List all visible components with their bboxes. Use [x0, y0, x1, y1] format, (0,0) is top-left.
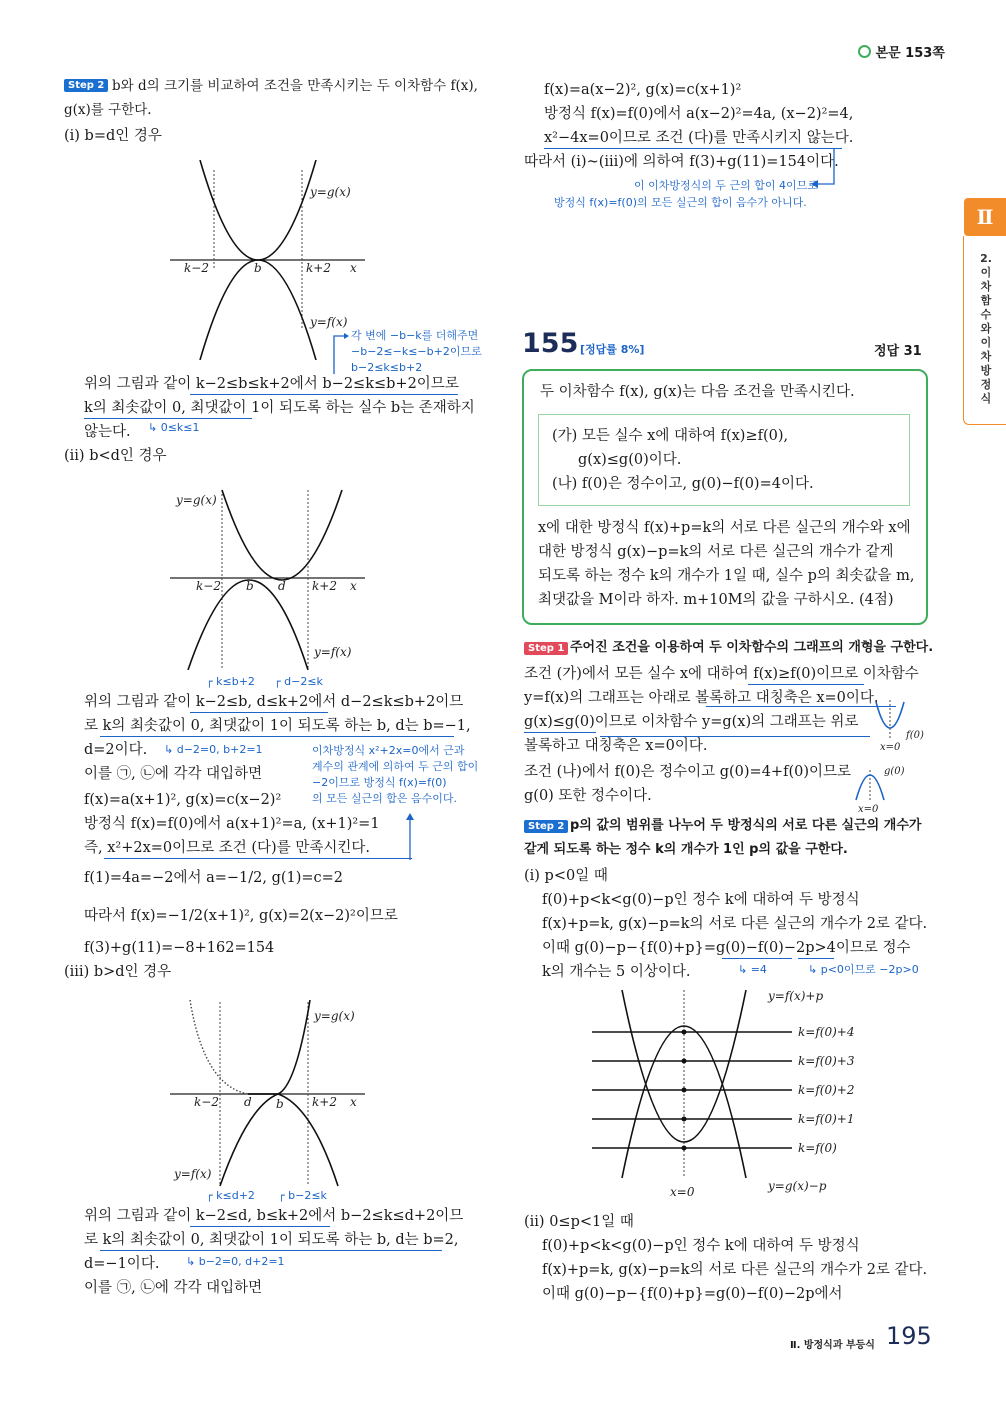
step1-line1: 조건 (가)에서 모든 실수 x에 대하여 f(x)≥f(0)이므로 이차함수: [524, 666, 919, 682]
g1-label-kp2: k+2: [306, 261, 331, 275]
step2-right-line1: p의 값의 범위를 나누어 두 방정식의 서로 다른 실근의 개수가: [570, 818, 922, 833]
step1-line4: 볼록하고 대칭축은 x=0이다.: [524, 738, 708, 754]
case3-title: (ⅲ) b>d인 경우: [64, 964, 172, 980]
case2-text2: 로 k의 최솟값이 0, 최댓값이 1이 되도록 하는 b, d는 b=−1,: [84, 718, 471, 734]
case2-underline3: [104, 858, 412, 859]
note1-line2: −b−2≤−k≤−b+2이므로: [351, 345, 482, 358]
case2-text9: 따라서 f(x)=−1/2(x+1)², g(x)=2(x−2)²이므로: [84, 908, 398, 924]
footer-section: Ⅱ. 방정식과 부등식: [790, 1340, 875, 1351]
g2-label-g: y=g(x): [176, 493, 217, 507]
condition-a2: g(x)≤g(0)이다.: [578, 452, 682, 468]
case1-text1: 위의 그림과 같이 k−2≤b≤k+2에서 b−2≤k≤b+2이므로: [84, 376, 459, 392]
case3-text1: 위의 그림과 같이 k−2≤d, b≤k+2에서 b−2≤k≤d+2이므: [84, 1208, 464, 1224]
question-line3: 되도록 하는 정수 k의 개수가 1일 때, 실수 p의 최솟값을 m,: [538, 568, 915, 584]
arrow-bracket: [332, 330, 352, 376]
page-reference: 본문 153쪽: [858, 42, 945, 61]
g3-label-d: d: [244, 1095, 252, 1109]
p1-line1: f(0)+p<k<g(0)−p인 정수 k에 대하여 두 방정식: [542, 892, 860, 908]
step1-line6: g(0) 또한 정수이다.: [524, 788, 652, 804]
case3-underline1: [190, 1226, 330, 1227]
case1-underline: [190, 394, 458, 395]
case2-side-3: −2이므로 방정식 f(x)=f(0): [312, 776, 447, 789]
g2-label-x: x: [350, 579, 357, 593]
case3-note-c: ↳ b−2=0, d+2=1: [186, 1255, 285, 1268]
step1-line3: g(x)≤g(0)이므로 이차함수 y=g(x)의 그래프는 위로: [524, 714, 859, 730]
case2-text7: 즉, x²+2x=0이므로 조건 (다)를 만족시킨다.: [84, 840, 370, 856]
problem-number: 155: [522, 328, 579, 359]
problem-answer: 정답 31: [874, 344, 922, 359]
p1-line2: f(x)+p=k, g(x)−p=k의 서로 다른 실근의 개수가 2로 같다.: [542, 916, 928, 932]
case2-title: (ⅱ) b<d인 경우: [64, 448, 167, 464]
g2-label-b: b: [246, 579, 254, 593]
g1-label-km2: k−2: [184, 261, 209, 275]
right-line2: 방정식 f(x)=f(0)에서 a(x−2)²=4a, (x−2)²=4,: [544, 106, 854, 122]
arrow-up: [402, 812, 418, 862]
step1-line2: y=f(x)의 그래프는 아래로 볼록하고 대칭축은 x=0이다.: [524, 690, 879, 706]
case1-text3: 않는다.: [84, 424, 131, 440]
mini1-x0: x=0: [880, 742, 901, 753]
g1-label-b: b: [254, 261, 262, 275]
step1-underline-b: [600, 736, 870, 737]
p2-line2: f(x)+p=k, g(x)−p=k의 서로 다른 실근의 개수가 2로 같다.: [542, 1262, 928, 1278]
question-line2: 대한 방정식 g(x)−p=k의 서로 다른 실근의 개수가 같게: [538, 544, 894, 560]
p1-underline2: [798, 958, 834, 959]
case2-text10: f(3)+g(11)=−8+162=154: [84, 940, 275, 956]
step2-tag: Step 2: [64, 79, 108, 92]
question-line4: 최댓값을 M이라 하자. m+10M의 값을 구하시오. (4점): [538, 592, 894, 608]
step2-right-tag: Step 2: [524, 820, 568, 833]
case2-note-c: ↳ d−2=0, b+2=1: [164, 743, 263, 756]
step2-line2: g(x)를 구한다.: [64, 102, 152, 118]
g3-label-f: y=f(x): [174, 1167, 212, 1181]
graph-case3: [170, 996, 370, 1188]
g2-label-km2: k−2: [196, 579, 221, 593]
right-line1: f(x)=a(x−2)², g(x)=c(x+1)²: [544, 82, 742, 98]
case2-text6: 방정식 f(x)=f(0)에서 a(x+1)²=a, (x+1)²=1: [84, 816, 380, 832]
g1-label-x: x: [350, 261, 357, 275]
case1-text2: k의 최솟값이 0, 최댓값이 1이 되도록 하는 실수 b는 존재하지: [84, 400, 475, 416]
p2-title: (ⅱ) 0≤p<1일 때: [524, 1214, 634, 1230]
note1-line3: b−2≤k≤b+2: [351, 361, 423, 374]
g4-k1: k=f(0)+1: [798, 1112, 855, 1126]
case1-underline2: [84, 418, 252, 419]
p1-title: (ⅰ) p<0일 때: [524, 868, 608, 884]
case2-side-2: 계수의 관계에 의하여 두 근의 합이: [312, 760, 479, 773]
case2-side-4: 의 모든 실근의 합은 음수이다.: [312, 792, 457, 805]
right-underline1: [544, 148, 842, 149]
mini2-x0: x=0: [858, 804, 879, 815]
graph-horizontal-lines: [588, 984, 918, 1204]
case2-text5: f(x)=a(x+1)², g(x)=c(x−2)²: [84, 792, 282, 808]
g3-label-x: x: [350, 1095, 357, 1109]
case3-text4: 이를 ㉠, ㉡에 각각 대입하면: [84, 1280, 263, 1296]
p2-line1: f(0)+p<k<g(0)−p인 정수 k에 대하여 두 방정식: [542, 1238, 860, 1254]
case2-text3: d=2이다.: [84, 742, 148, 758]
step1-tag: Step 1: [524, 642, 568, 655]
g4-x0: x=0: [670, 1185, 695, 1199]
p1-line4: k의 개수는 5 이상이다.: [542, 964, 691, 980]
case2-text4: 이를 ㉠, ㉡에 각각 대입하면: [84, 766, 263, 782]
case2-side-1: 이차방정식 x²+2x=0에서 근과: [312, 744, 465, 757]
right-note2: 방정식 f(x)=f(0)의 모든 실근의 합이 음수가 아니다.: [554, 196, 807, 209]
mini-graph-f: [866, 694, 936, 754]
p1-underline1: [722, 958, 792, 959]
g4-k2: k=f(0)+2: [798, 1083, 855, 1097]
mini-graph-g: [846, 756, 916, 816]
case3-text3: d=−1이다.: [84, 1256, 160, 1272]
step1-title: 주어진 조건을 이용하여 두 이차함수의 그래프의 개형을 구한다.: [570, 640, 934, 655]
g4-top: y=f(x)+p: [768, 989, 824, 1003]
case1-title: (ⅰ) b=d인 경우: [64, 128, 162, 144]
g2-label-d: d: [278, 579, 286, 593]
p1-note-b: ↳ p<0이므로 −2p>0: [808, 963, 919, 976]
g3-label-kp2: k+2: [312, 1095, 337, 1109]
mini2-g0: g(0): [884, 766, 905, 777]
g4-bot: y=g(x)−p: [768, 1179, 827, 1193]
p1-note-a: ↳ =4: [738, 963, 767, 976]
question-line1: x에 대한 방정식 f(x)+p=k의 서로 다른 실근의 개수와 x에: [538, 520, 911, 536]
g4-k4: k=f(0)+4: [798, 1025, 855, 1039]
case2-note-a: ┌ k≤b+2: [206, 675, 255, 688]
step2-right-line2: 같게 되도록 하는 정수 k의 개수가 1인 p의 값을 구한다.: [524, 842, 848, 857]
p2-line3: 이때 g(0)−p−{f(0)+p}=g(0)−f(0)−2p에서: [542, 1286, 843, 1302]
circle-icon: [858, 45, 871, 58]
p1-line3: 이때 g(0)−p−{f(0)+p}=g(0)−f(0)−2p>4이므로 정수: [542, 940, 911, 956]
step2-line1: b와 d의 크기를 비교하여 조건을 만족시키는 두 이차함수 f(x),: [112, 78, 478, 94]
g1-label-g: y=g(x): [310, 185, 351, 199]
mini1-f0: f(0): [906, 730, 924, 741]
case2-text8: f(1)=4a=−2에서 a=−1/2, g(1)=c=2: [84, 870, 344, 886]
g2-label-kp2: k+2: [312, 579, 337, 593]
case3-underline2: [100, 1250, 442, 1251]
graph-case2: [170, 480, 370, 670]
case2-underline1: [190, 712, 328, 713]
condition-b: (나) f(0)은 정수이고, g(0)−f(0)=4이다.: [552, 476, 814, 492]
chapter-title: 2. 이차함수와 이차방정식: [980, 252, 992, 405]
note1-line1: 각 변에 −b−k를 더해주면: [351, 329, 479, 342]
case3-text2: 로 k의 최솟값이 0, 최댓값이 1이 되도록 하는 b, d는 b=2,: [84, 1232, 459, 1248]
right-note1: 이 이차방정식의 두 근의 합이 4이므로: [634, 179, 818, 192]
case2-note-b: ┌ d−2≤k: [274, 675, 323, 688]
g1-label-f: y=f(x): [310, 315, 348, 329]
step1-line5: 조건 (나)에서 f(0)은 정수이고 g(0)=4+f(0)이므로: [524, 764, 851, 780]
g4-k0: k=f(0): [798, 1141, 837, 1155]
step1-underline2: [524, 732, 596, 733]
g3-label-km2: k−2: [194, 1095, 219, 1109]
case3-note-b: ┌ b−2≤k: [278, 1189, 327, 1202]
right-line3: x²−4x=0이므로 조건 (다)를 만족시키지 않는다.: [544, 130, 854, 146]
case1-note: ↳ 0≤k≤1: [148, 421, 200, 434]
g3-label-b: b: [276, 1097, 284, 1111]
chapter-tab[interactable]: Ⅱ: [964, 198, 1006, 236]
right-line4: 따라서 (ⅰ)~(ⅲ)에 의하여 f(3)+g(11)=154이다.: [524, 154, 839, 170]
g3-label-g: y=g(x): [314, 1009, 355, 1023]
g2-label-f: y=f(x): [314, 645, 352, 659]
problem-rate: [정답률 8%]: [580, 343, 645, 356]
problem-intro: 두 이차함수 f(x), g(x)는 다음 조건을 만족시킨다.: [540, 384, 855, 400]
case3-note-a: ┌ k≤d+2: [206, 1189, 255, 1202]
g4-k3: k=f(0)+3: [798, 1054, 855, 1068]
step1-underline1: [748, 684, 864, 685]
page-number: 195: [886, 1322, 932, 1350]
case2-underline2: [100, 736, 454, 737]
case2-text1: 위의 그림과 같이 k−2≤b, d≤k+2에서 d−2≤k≤b+2이므: [84, 694, 464, 710]
condition-a1: (가) 모든 실수 x에 대하여 f(x)≥f(0),: [552, 428, 789, 444]
